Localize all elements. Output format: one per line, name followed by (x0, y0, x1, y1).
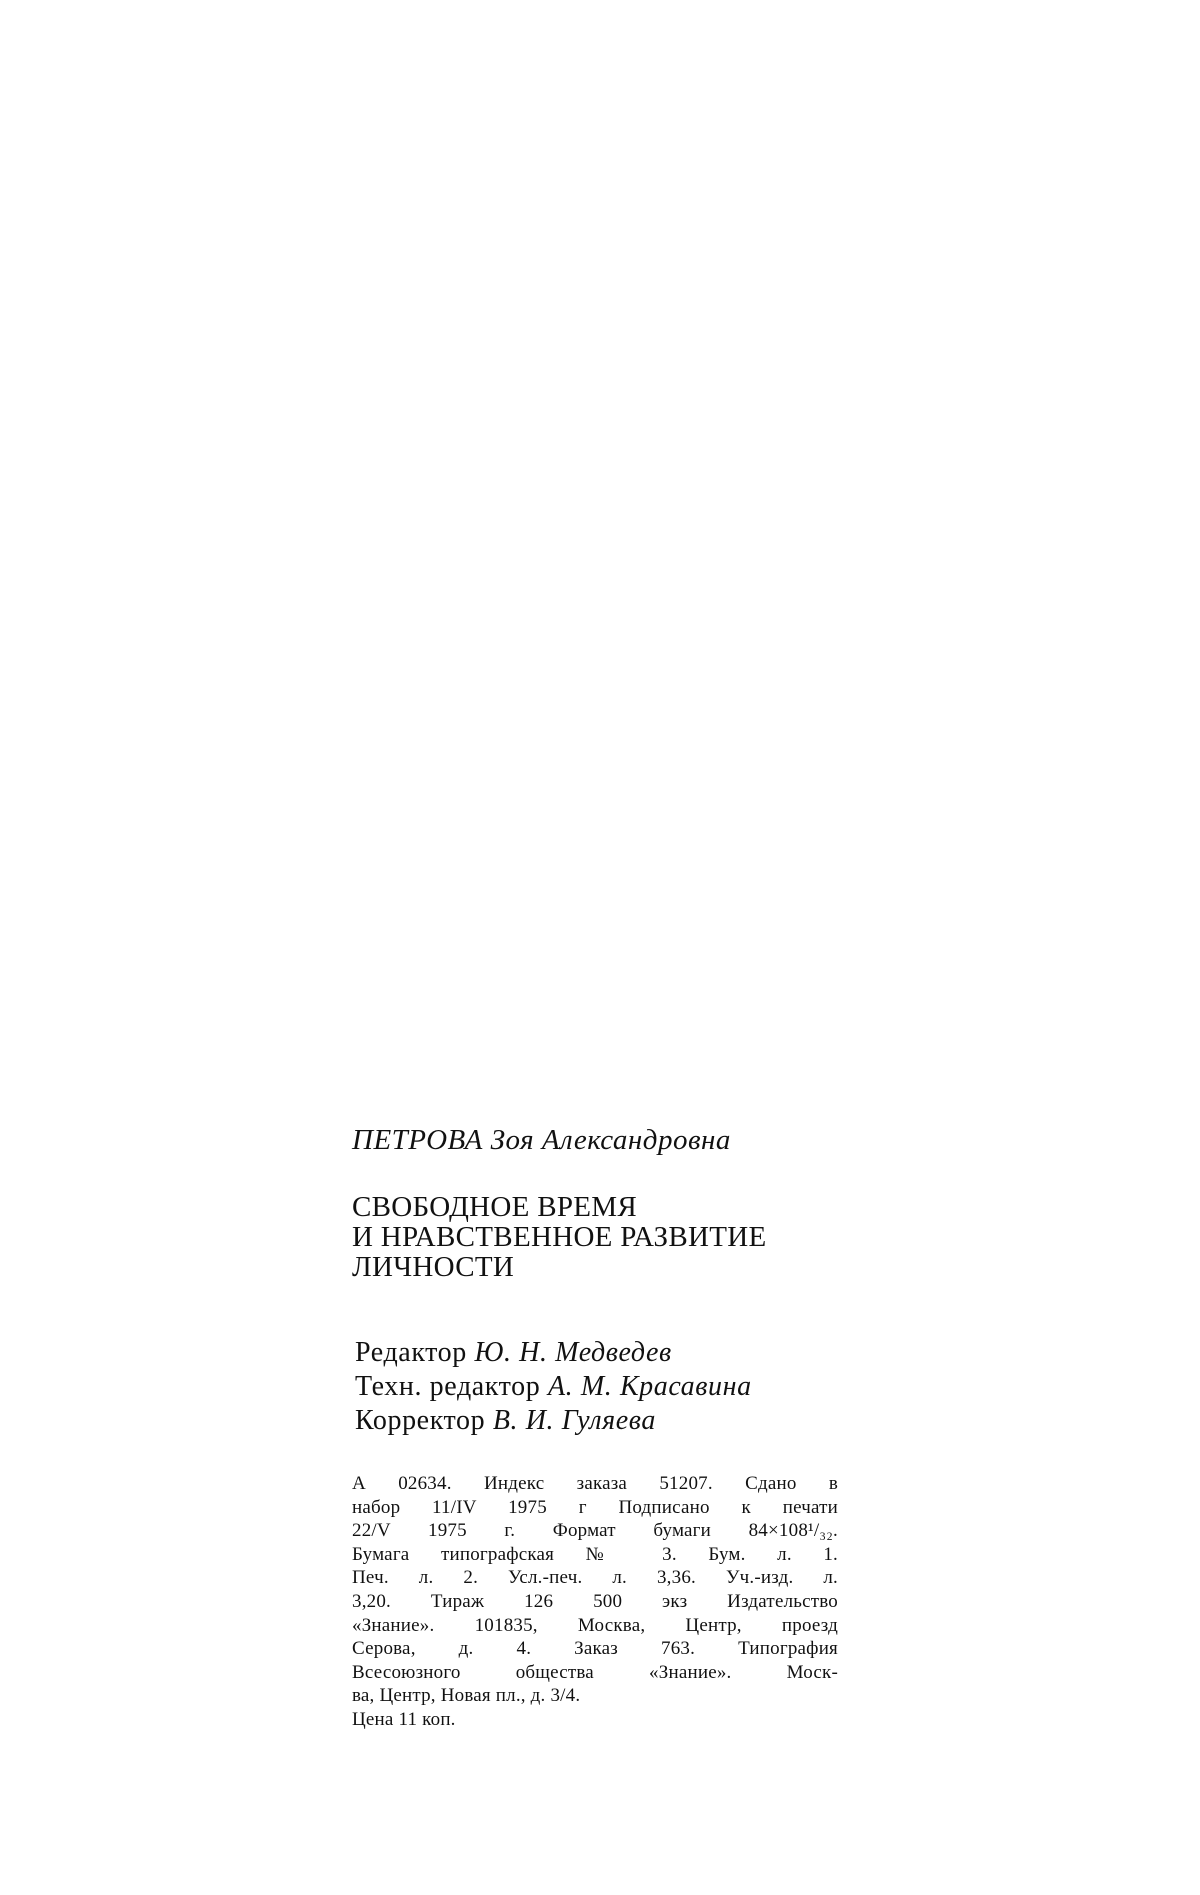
credit-editor (355, 1336, 752, 1370)
author-surname: ПЕТРОВА (352, 1124, 483, 1156)
imprint-line: Печ. л. 2. Усл.-печ. л. 3,36. Уч.-изд. л. (352, 1567, 838, 1589)
credits-block (355, 1336, 752, 1438)
imprint-line: Серова, д. 4. Заказ 763. Типография (352, 1638, 838, 1660)
credit-role: Техн. редактор (355, 1371, 541, 1402)
imprint-line: А 02634. Индекс заказа 51207. Сдано в (352, 1473, 838, 1494)
book-title (352, 1192, 766, 1282)
title-line: СВОБОДНОЕ ВРЕМЯ (352, 1191, 638, 1223)
credit-name: В. И. Гуляева (492, 1405, 656, 1436)
imprint-line: 3,20. Тираж 126 500 экз Издательство (352, 1590, 838, 1612)
imprint-line: набор 11/IV 1975 г Подписано к печати (352, 1496, 838, 1518)
imprint-line: 22/V 1975 г. Формат бумаги 84×108¹/₃₂. (352, 1520, 838, 1542)
imprint-block (352, 1472, 838, 1732)
price: Цена 11 коп. (352, 1708, 456, 1730)
imprint-line: Бумага типографская № 3. Бум. л. 1. (352, 1543, 838, 1565)
credit-proofreader (355, 1404, 752, 1438)
author-given-names: Зоя Александровна (490, 1124, 731, 1156)
imprint-line: Всесоюзного общества «Знание». Моск- (352, 1661, 838, 1683)
credit-name: А. М. Красавина (547, 1371, 752, 1402)
title-line: И НРАВСТВЕННОЕ РАЗВИТИЕ (352, 1221, 767, 1253)
credit-role: Редактор (355, 1337, 467, 1368)
credit-tech-editor (355, 1370, 752, 1404)
imprint-line: ва, Центр, Новая пл., д. 3/4. (352, 1685, 581, 1707)
credit-name: Ю. Н. Медведев (474, 1337, 672, 1368)
imprint-line: «Знание». 101835, Москва, Центр, проезд (352, 1614, 838, 1636)
author-name (352, 1124, 731, 1157)
title-line: ЛИЧНОСТИ (352, 1251, 515, 1283)
credit-role: Корректор (355, 1405, 486, 1436)
